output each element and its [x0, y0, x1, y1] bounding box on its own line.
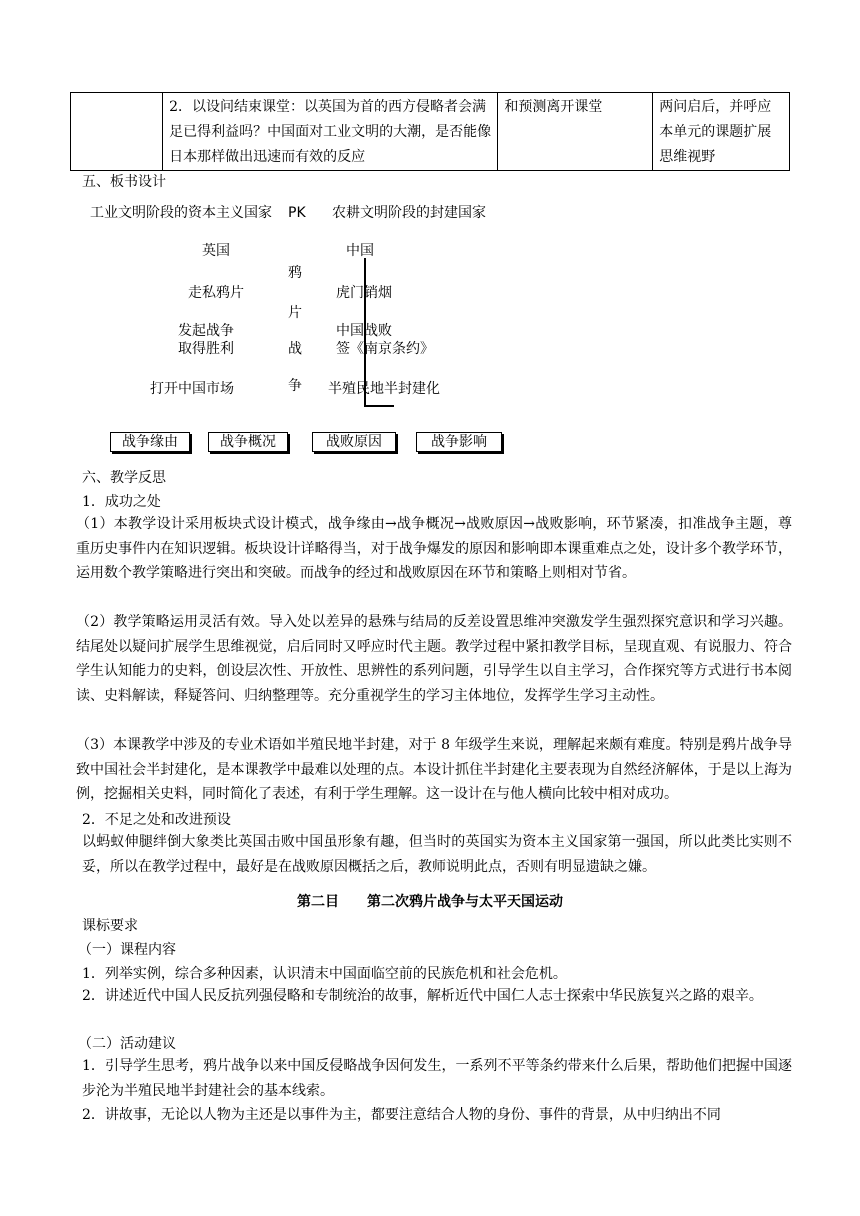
- board-button-war-causes: 战争缘由: [110, 432, 190, 452]
- board-left-item: 取得胜利: [178, 341, 234, 357]
- reflection-paragraph-2: （2）教学策略运用灵活有效。导入处以差异的悬殊与结局的反差设置思维冲突激发学生强烈探究意识和学习兴趣。结尾处以疑问扩展学生思维视觉，启后同时又呼应时代主题。教学过程中紧扣教学目标，呈现直观、有说服力、符合学生认知能力的史料，创设层次性、开放性、思辨性的系列问题，引导学生以自主学习，合作探究等方式进行书本阅读、史料解读，释疑答问、归纳整理等。充分重视学生的学习主体地位，发挥学生学习主动性。: [76, 614, 792, 704]
- table-row: [71, 93, 790, 171]
- board-vertical-char: 战: [288, 341, 302, 357]
- reflection-paragraph-1: （1）本教学设计采用板块式设计模式，战争缘由→战争概况→战败原因→战败影响，环节紧凑，扣准战争主题，尊重历史事件内在知识逻辑。板块设计详略得当，对于战争爆发的原因和影响即本课重难点之处，设计多个教学环节，运用数个教学策略进行突出和突破。而战争的经过和战败原因在环节和策略上则相对节省。: [76, 516, 792, 581]
- board-left-country: 英国: [202, 243, 230, 259]
- lesson-table: [70, 92, 790, 171]
- board-button-defeat-reasons: 战败原因: [312, 432, 396, 452]
- board-button-war-impact: 战争影响: [416, 432, 502, 452]
- board-right-item: 虎门销烟: [336, 285, 392, 301]
- standards-item-1: 1．列举实例，综合多种因素，认识清末中国面临空前的民族危机和社会危机。: [82, 966, 567, 982]
- standards-item-4: 2．讲故事，无论以人物为主还是以事件为主，都要注意结合人物的身份、事件的背景，从中归纳出不同: [82, 1107, 721, 1123]
- reflection-paragraph-4: 以蚂蚁伸腿绊倒大象类比英国击败中国虽形象有趣，但当时的英国实为资本主义国家第一强国，所以此类比实则不妥，所以在教学过程中，最好是在战败原因概括之后，教师说明此点，否则有明显遗缺之嫌。: [82, 834, 792, 875]
- table-cell-student: 和预测离开课堂: [498, 93, 653, 171]
- board-divider-foot: [364, 405, 394, 407]
- standards-subheading-content: （一）课程内容: [78, 942, 176, 958]
- board-left-item: 打开中国市场: [150, 381, 234, 397]
- board-header-pk: PK: [288, 205, 306, 221]
- section-heading-reflection: 六、教学反思: [82, 470, 166, 486]
- board-vertical-char: 片: [288, 305, 302, 321]
- board-vertical-char: 鸦: [288, 265, 302, 281]
- chapter-title: 第二目 第二次鸦片战争与太平天国运动: [297, 894, 563, 910]
- standards-title: 课标要求: [82, 918, 138, 934]
- table-cell-empty: [71, 93, 163, 171]
- board-right-item: 中国战败: [336, 323, 392, 339]
- board-right-item: 签《南京条约》: [336, 341, 434, 357]
- board-header-right: 农耕文明阶段的封建国家: [332, 205, 486, 221]
- reflection-paragraph-3: （3）本课教学中涉及的专业术语如半殖民地半封建，对于 8 年级学生来说，理解起来颇有难度。特别是鸦片战争导致中国社会半封建化，是本课教学中最难以处理的点。本设计抓住半封建化主要表现为自然经济解体，于是以上海为例，挖掘相关史料，同时简化了表述，有利于学生理解。这一设计在与他人横向比较中相对成功。: [76, 737, 792, 802]
- standards-item-2: 2．讲述近代中国人民反抗列强侵略和专制统治的故事，解析近代中国仁人志士探索中华民族复兴之路的艰辛。: [82, 988, 763, 1004]
- board-right-item: 半殖民地半封建化: [328, 381, 440, 397]
- reflection-subheading-improve: 2．不足之处和改进预设: [82, 812, 231, 828]
- board-vertical-char: 争: [288, 378, 302, 394]
- standards-subheading-activities: （二）活动建议: [78, 1036, 176, 1052]
- board-header-left: 工业文明阶段的资本主义国家: [90, 205, 272, 221]
- table-cell-intent: 两问启后，并呼应本单元的课题扩展思维视野: [653, 93, 790, 171]
- board-right-country: 中国: [346, 243, 374, 259]
- section-heading-board-design: 五、板书设计: [82, 174, 166, 190]
- board-design-diagram: [80, 200, 800, 460]
- table-cell-activity: 2．以设问结束课堂：以英国为首的西方侵略者会满足已得利益吗？中国面对工业文明的大潮，是否能像日本那样做出迅速而有效的反应: [163, 93, 498, 171]
- board-button-war-overview: 战争概况: [208, 432, 288, 452]
- reflection-subheading-success: 1．成功之处: [82, 494, 161, 510]
- standards-item-3: 1．引导学生思考，鸦片战争以来中国反侵略战争因何发生，一系列不平等条约带来什么后果，帮助他们把握中国逐步沦为半殖民地半封建社会的基本线索。: [82, 1058, 792, 1099]
- board-left-item: 发起战争: [178, 323, 234, 339]
- board-left-item: 走私鸦片: [188, 285, 244, 301]
